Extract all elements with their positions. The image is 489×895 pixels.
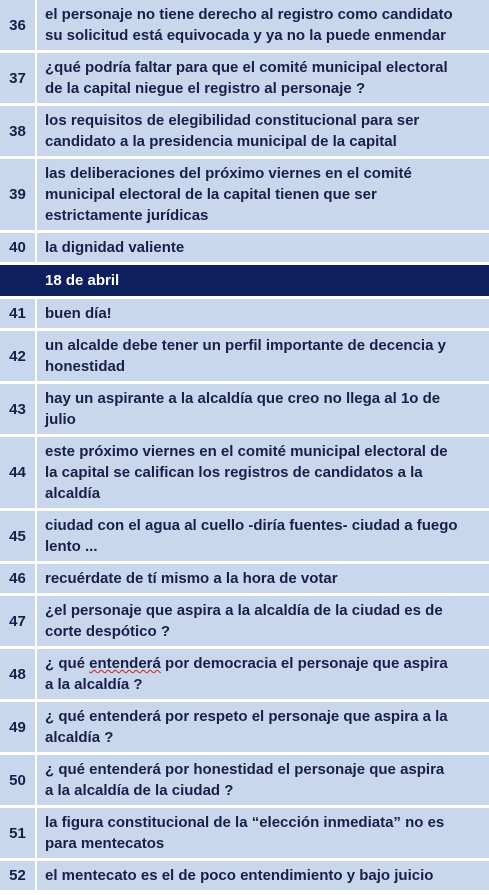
row-number: 37 xyxy=(0,53,37,103)
table-row xyxy=(0,299,489,331)
row-number: 43 xyxy=(0,384,37,434)
row-text: ¿ qué entenderá por honestidad el personaje que aspira a la alcaldía de la ciudad ? xyxy=(37,755,489,805)
row-text: recuérdate de tí mismo a la hora de votar xyxy=(37,564,489,593)
table-row xyxy=(0,808,489,861)
row-text: ¿qué podría faltar para que el comité municipal electoral de la capital niegue el registro al personaje ? xyxy=(37,53,489,103)
row-text xyxy=(37,649,489,699)
table-row xyxy=(0,511,489,564)
row-text-start: ¿ qué xyxy=(45,655,90,672)
row-number: 44 xyxy=(0,437,37,508)
row-number: 36 xyxy=(0,0,37,50)
table-row xyxy=(0,53,489,106)
table-row xyxy=(0,702,489,755)
row-number: 51 xyxy=(0,808,37,858)
table-row xyxy=(0,106,489,159)
table-row xyxy=(0,755,489,808)
row-number: 49 xyxy=(0,702,37,752)
row-number: 45 xyxy=(0,511,37,561)
table-row xyxy=(0,233,489,265)
row-text: este próximo viernes en el comité municipal electoral de la capital se califican los registros de candidatos a la alcaldía xyxy=(37,437,489,508)
row-text: la figura constitucional de la “elección inmediata” no es para mentecatos xyxy=(37,808,489,858)
row-text: ciudad con el agua al cuello -diría fuentes- ciudad a fuego lento ... xyxy=(37,511,489,561)
row-number: 38 xyxy=(0,106,37,156)
table-row xyxy=(0,437,489,511)
table-row xyxy=(0,159,489,233)
table-row xyxy=(0,861,489,893)
row-text: ¿ qué entenderá por respeto el personaje que aspira a la alcaldía ? xyxy=(37,702,489,752)
row-number: 47 xyxy=(0,596,37,646)
row-number: 42 xyxy=(0,331,37,381)
row-text: ¿el personaje que aspira a la alcaldía de la ciudad es de corte despótico ? xyxy=(37,596,489,646)
table-row xyxy=(0,331,489,384)
table-row xyxy=(0,649,489,702)
row-number: 52 xyxy=(0,861,37,890)
row-number: 39 xyxy=(0,159,37,230)
row-text: el mentecato es el de poco entendimiento y bajo juicio xyxy=(37,861,489,890)
row-text: la dignidad valiente xyxy=(37,233,489,262)
date-header-row xyxy=(0,265,489,299)
row-number: 46 xyxy=(0,564,37,593)
row-text: las deliberaciones del próximo viernes en el comité municipal electoral de la capital tienen que ser estrictamente jurídicas xyxy=(37,159,489,230)
row-number: 40 xyxy=(0,233,37,262)
row-number: 41 xyxy=(0,299,37,328)
table-row xyxy=(0,384,489,437)
table-row xyxy=(0,0,489,53)
row-text: buen día! xyxy=(37,299,489,328)
row-text: hay un aspirante a la alcaldía que creo no llega al 1o de julio xyxy=(37,384,489,434)
row-text: los requisitos de elegibilidad constitucional para ser candidato a la presidencia municipal de la capital xyxy=(37,106,489,156)
date-header: 18 de abril xyxy=(37,265,489,296)
row-text: un alcalde debe tener un perfil importante de decencia y honestidad xyxy=(37,331,489,381)
table-row xyxy=(0,564,489,596)
spellcheck-marked-word: entenderá xyxy=(89,655,161,672)
row-number xyxy=(0,265,37,296)
row-number: 48 xyxy=(0,649,37,699)
row-text-end: por democracia el personaje que aspira a la alcaldía ? xyxy=(45,655,448,693)
table-row xyxy=(0,596,489,649)
row-number: 50 xyxy=(0,755,37,805)
row-text: el personaje no tiene derecho al registro como candidato su solicitud está equivocada y ya no la puede enmendar xyxy=(37,0,489,50)
